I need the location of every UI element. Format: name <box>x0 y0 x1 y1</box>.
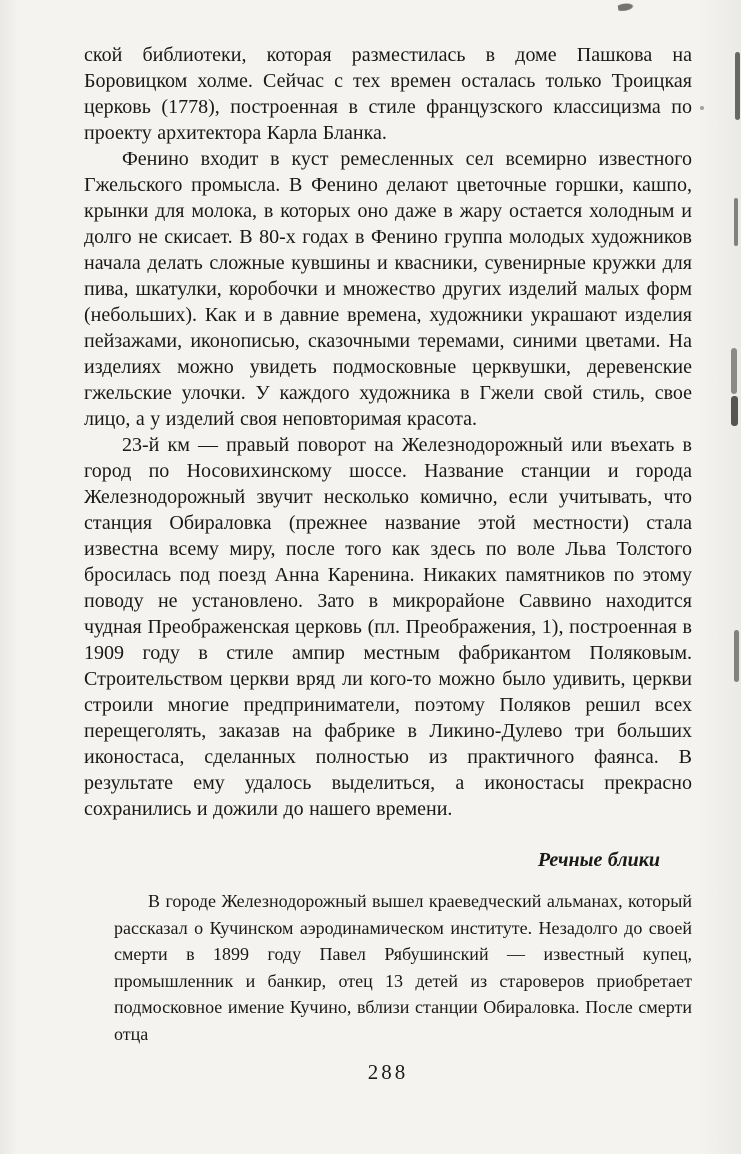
scan-artifact-top <box>618 2 635 12</box>
scan-artifact-edge <box>734 630 739 682</box>
page-number: 288 <box>367 1060 409 1084</box>
excerpt-block <box>114 888 692 1047</box>
body-paragraph-continuation: ской библиотеки, которая разместилась в доме Пашкова на Боровицком холме. Сейчас с тех времен осталась только Троицкая церковь (1778), построенная в стиле французского классицизма по проекту архитектора Карла Бланка. <box>84 44 692 144</box>
excerpt-paragraph: В городе Железнодорожный вышел краеведческий альманах, который рассказал о Кучинском аэродинамическом институте. Незадолго до своей смерти в 1899 году Павел Рябушинский — известный купец, промышленник и банкир, отец 13 детей из староверов приобретает подмосковное имение Кучино, вблизи станции Обираловка. После смерти отца <box>114 891 692 1044</box>
scan-artifact-edge <box>731 396 738 426</box>
scan-artifact-edge <box>731 348 737 394</box>
page-text-block <box>84 42 692 1047</box>
scan-artifact-dot <box>700 106 704 110</box>
scan-artifact-edge <box>735 52 740 120</box>
body-paragraph-23km: 23-й км — правый поворот на Железнодорожный или въехать в город по Носовихинскому шоссе. Название станции и города Железнодорожный звучит несколько комично, если учитывать, что станция Обираловка (прежнее название этой местности) стала известна всему миру, после того как здесь по воле Льва Толстого бросилась под поезд Анна Каренина. Никаких памятников по этому поводу не установлено. Зато в микрорайоне Саввино находится чудная Преображенская церковь (пл. Преображения, 1), построенная в 1909 году в стиле ампир местным фабрикантом Поляковым. Строительством церкви вряд ли кого-то можно было удивить, церкви строили многие предприниматели, поэтому Поляков решил всех перещеголять, заказав на фабрике в Ликино-Дулево три больших иконостаса, сделанных полностью из практичного фаянса. В результате ему удалось выделиться, а иконостасы прекрасно сохранились и дожили до нашего времени. <box>84 434 692 820</box>
body-paragraph-fenino: Фенино входит в куст ремесленных сел всемирно известного Гжельского промысла. В Фенино делают цветочные горшки, кашпо, крынки для молока, в которых оно даже в жару остается холодным и долго не скисает. В 80-х годах в Фенино группа молодых художников начала делать сложные кувшины и квасники, сувенирные кружки для пива, шкатулки, коробочки и множество других изделий малых форм (небольших). Как и в давние времена, художники украшают изделия пейзажами, иконописью, сказочными теремами, синими цветами. На изделиях можно увидеть подмосковные церквушки, деревенские гжельские улочки. У каждого художника в Гжели свой стиль, свое лицо, а у изделий своя неповторимая красота. <box>84 148 692 430</box>
scan-artifact-edge <box>734 198 738 246</box>
section-heading: Речные блики <box>537 849 660 871</box>
